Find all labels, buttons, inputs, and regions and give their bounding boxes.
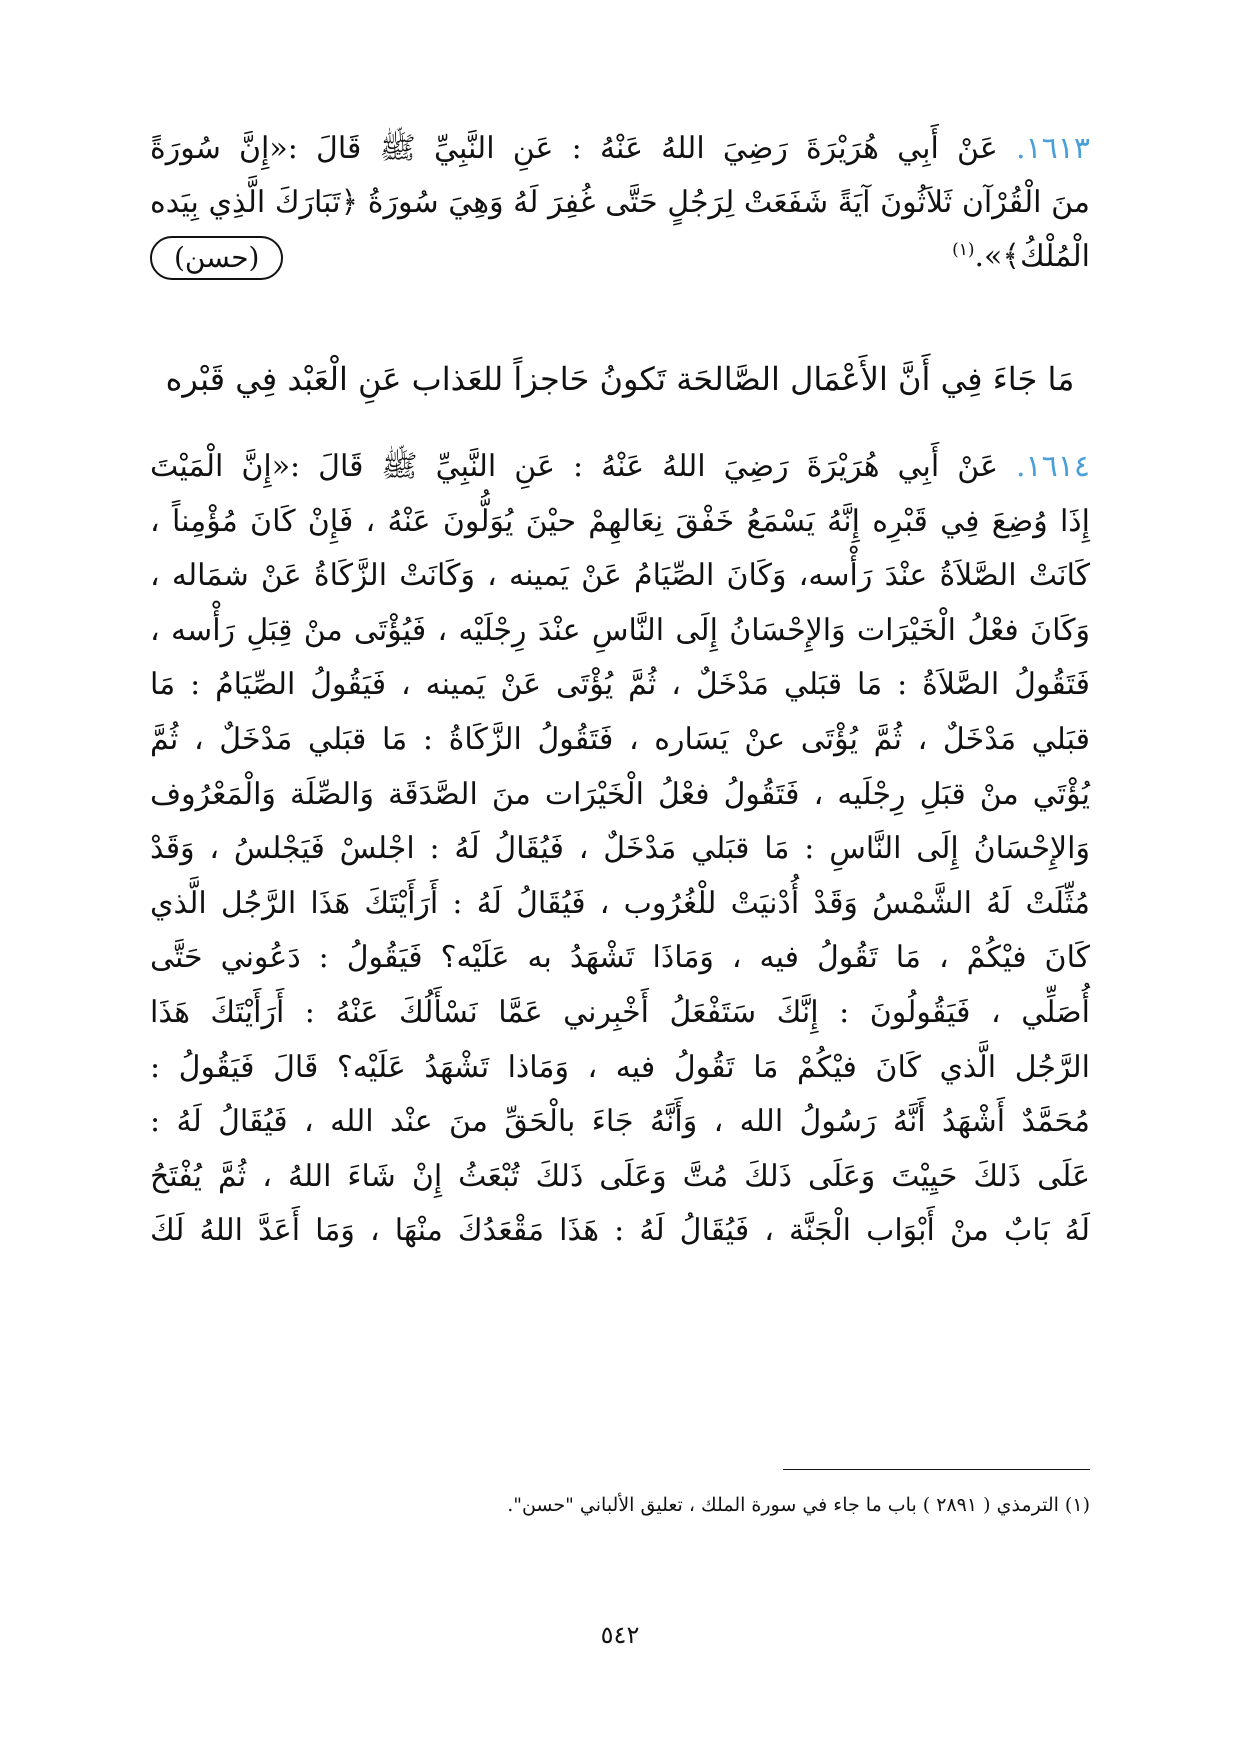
hadith-line (150, 122, 1090, 176)
hadith-line: عَلَى ذَلكَ حَيِيْتَ وَعَلَى ذَلكَ مُتَّ وَعَلَى ذَلكَ تُبْعَثُ إِنْ شَاءَ اللهُ ، ثُمَّ يُفْتَحُ (150, 1158, 1090, 1194)
grade-badge: (حسن) (150, 236, 283, 280)
hadith-1614 (150, 440, 1090, 1259)
hadith-line: منَ الْقُرْآن ثَلاَثُونَ آيَةً شَفَعَتْ لِرَجُلٍ حَتَّى غُفِرَ لَهُ وَهِيَ سُورَةُ ﴿تَبَارَكَ الَّذِي بِيَده (150, 185, 1090, 220)
hadith-last-line (150, 230, 1090, 284)
hadith-line (150, 440, 1090, 495)
hadith-line: لَهُ بَابٌ منْ أَبْوَاب الْجَنَّة ، فَيُقَالُ لَهُ : هَذَا مَقْعَدُكَ منْهَا ، وَمَا أَعَدَّ اللهُ لَكَ (150, 1213, 1090, 1249)
hadith-line: وَالإِحْسَانُ إِلَى النَّاسِ : مَا قبَلي مَدْخَلٌ ، فَيُقَالُ لَهُ : اجْلسْ فَيَجْلسُ ، وَقَدْ (150, 831, 1090, 867)
hadith-text: عَنْ أَبِي هُرَيْرَةَ رَضِيَ اللهُ عَنْهُ : عَنِ النَّبِيِّ ﷺ قَالَ :«إِنَّ سُورَةً (150, 131, 998, 166)
hadith-1613 (150, 122, 1090, 284)
hadith-line: الرَّجُل الَّذي كَانَ فيْكُمْ مَا تَقُولُ فيه ، وَمَاذا تَشْهَدُ عَلَيْه؟ قَالَ فَيَقُولُ : (150, 1049, 1090, 1085)
footnote-reference: (١) (952, 240, 975, 260)
hadith-text: الْمُلْكُ﴾». (974, 239, 1090, 274)
hadith-line: وَكَانَ فعْلُ الْخَيْرَات وَالإِحْسَانُ إِلَى النَّاسِ عنْدَ رِجْلَيْه ، فَيُؤْتَى منْ قِبَلِ رَأْسه ، (150, 612, 1090, 648)
footnote: (١) الترمذي ( ٢٨٩١ ) باب ما جاء في سورة الملك ، تعليق الألباني "حسن". (507, 1494, 1090, 1516)
hadith-line: أُصَلِّي ، فَيَقُولُونَ : إِنَّكَ سَتَفْعَلُ أَخْبِرني عَمَّا نَسْأَلُكَ عَنْهُ : أَرَأَيْتَكَ هَذَا (150, 994, 1090, 1030)
hadith-line: كَانَ فيْكُمْ ، مَا تَقُولُ فيه ، وَمَاذَا تَشْهَدُ به عَلَيْه؟ فَيَقُولُ : دَعُوني حَتَّى (150, 940, 1090, 976)
footnote-divider (783, 1469, 1090, 1470)
hadith-line: مُثِّلَتْ لَهُ الشَّمْسُ وَقَدْ أُدْنيَتْ للْغُرُوب ، فَيُقَالُ لَهُ : أَرَأَيْتَكَ هَذَا الرَّجُل الَّذي (150, 885, 1090, 921)
hadith-number: ١٦١٣. (1016, 131, 1090, 166)
hadith-line: مُحَمَّدٌ أَشْهَدُ أَنَّهُ رَسُولُ الله ، وَأَنَّهُ جَاءَ بالْحَقِّ منَ عنْد الله ، فَيُقَالُ لَهُ : (150, 1104, 1090, 1140)
hadith-line: قبَلي مَدْخَلٌ ، ثُمَّ يُؤْتَى عنْ يَسَاره ، فَتَقُولُ الزَّكَاةُ : مَا قبَلي مَدْخَلٌ ، ثُمَّ (150, 721, 1090, 757)
chapter-heading: مَا جَاءَ فِي أَنَّ الأَعْمَال الصَّالحَة تَكونُ حَاجزاً للعَذاب عَنِ الْعَبْد فِي قَبْره (165, 360, 1075, 398)
hadith-line: يُؤْتَي منْ قبَلِ رِجْلَيه ، فَتَقُولُ فعْلُ الْخَيْرَات منَ الصَّدَقَة وَالصِّلَة وَالْمَعْرُوف (150, 776, 1090, 812)
hadith-number: ١٦١٤. (1015, 449, 1090, 484)
hadith-line: كَانَتْ الصَّلاَةُ عنْدَ رَأْسه، وَكَانَ الصِّيَامُ عَنْ يَمينه ، وَكَانَتْ الزَّكَاةُ عَنْ شمَاله ، (150, 558, 1090, 594)
hadith-line: إِذَا وُضِعَ فِي قَبْرِه إِنَّهُ يَسْمَعُ خَفْقَ نِعَالهِمْ حيْنَ يُوَلُّونَ عَنْهُ ، فَإِنْ كَانَ مُؤْمِناً ، (150, 503, 1090, 539)
hadith-text: عَنْ أَبِي هُرَيْرَةَ رَضِيَ اللهُ عَنْهُ : عَنِ النَّبِيِّ ﷺ قَالَ :«إِنَّ الْمَيْتَ (150, 449, 998, 484)
hadith-line: فَتَقُولُ الصَّلاَةُ : مَا قبَلي مَدْخَلٌ ، ثُمَّ يُؤْتَى عَنْ يَمينه ، فَيَقُولُ الصِّيَامُ : مَا (150, 667, 1090, 703)
page-number: ٥٤٢ (600, 1621, 640, 1649)
